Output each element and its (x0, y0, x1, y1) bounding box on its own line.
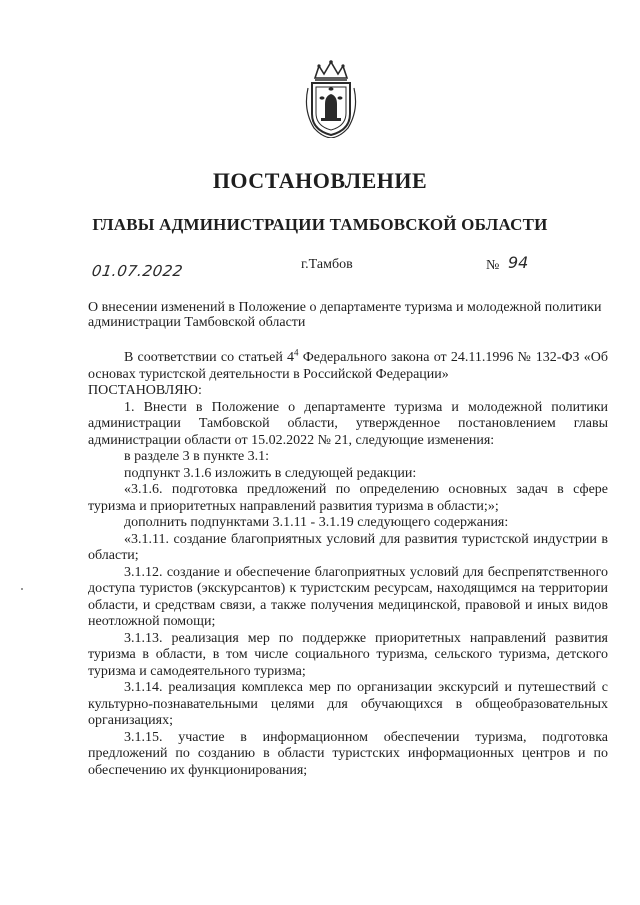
paragraph-4: «3.1.6. подготовка предложений по определению основных задач в сфере туризма и приоритетных направлений развития туризма в области;»; (88, 482, 608, 514)
document-number: 94 (508, 253, 529, 272)
preamble-text-start: В соответствии со статьей 4 (124, 350, 295, 365)
document-number-label: № (486, 258, 500, 273)
preamble-article-superscript: 4 (294, 347, 299, 358)
paragraph-3: подпункт 3.1.6 изложить в следующей редакции: (124, 465, 417, 481)
document-subject: О внесении изменений в Положение о департаменте туризма и молодежной политики администрации Тамбовской области (88, 300, 602, 330)
document-date: 01.07.2022 (90, 262, 185, 280)
document-body (88, 347, 608, 779)
scan-speck (21, 588, 23, 590)
paragraph-1: 1. Внести в Положение о департаменте туризма и молодежной политики администрации Тамбовской области, утвержденное постановлением главы администрации области от 15.02.2022 № 21, следующие изменения: (88, 399, 608, 448)
paragraph-7: 3.1.12. создание и обеспечение благоприятных условий для беспрепятственного доступа туристов (экскурсантов) к туристским ресурсам, находящимся на территории области, и средствам связи, а также получения медицинской, правовой и иных видов неотложной помощи; (88, 564, 608, 629)
document-city: г.Тамбов (301, 257, 353, 272)
document-issuer: ГЛАВЫ АДМИНИСТРАЦИИ ТАМБОВСКОЙ ОБЛАСТИ (92, 215, 548, 234)
tambov-coat-of-arms-icon (300, 58, 362, 138)
paragraph-2: в разделе 3 в пункте 3.1: (124, 449, 270, 464)
paragraph-9: 3.1.14. реализация комплекса мер по организации экскурсий и путешествий с культурно-познавательными целями для обучающихся в общеобразовательных организациях; (88, 680, 608, 728)
paragraph-6: «3.1.11. создание благоприятных условий для развития туристской индустрии в области; (88, 531, 608, 563)
paragraph-8: 3.1.13. реализация мер по поддержке приоритетных направлений развития туризма в области, в том числе социального туризма, сельского туризма, детского туризма и самодеятельного туризма; (88, 630, 608, 679)
decree-word: ПОСТАНОВЛЯЮ: (88, 383, 202, 398)
preamble-text-end: Федерального закона от 24.11.1996 № 132-ФЗ «Об основах туристской деятельности в Российской Федерации» (88, 350, 608, 382)
preamble-paragraph (88, 347, 608, 383)
paragraph-5: дополнить подпунктами 3.1.11 - 3.1.19 следующего содержания: (124, 515, 509, 530)
document-title: ПОСТАНОВЛЕНИЕ (212, 168, 428, 193)
paragraph-10: 3.1.15. участие в информационном обеспечении туризма, подготовка предложений по созданию в области туристских информационных центров и по обеспечению их функционирования; (88, 729, 608, 778)
